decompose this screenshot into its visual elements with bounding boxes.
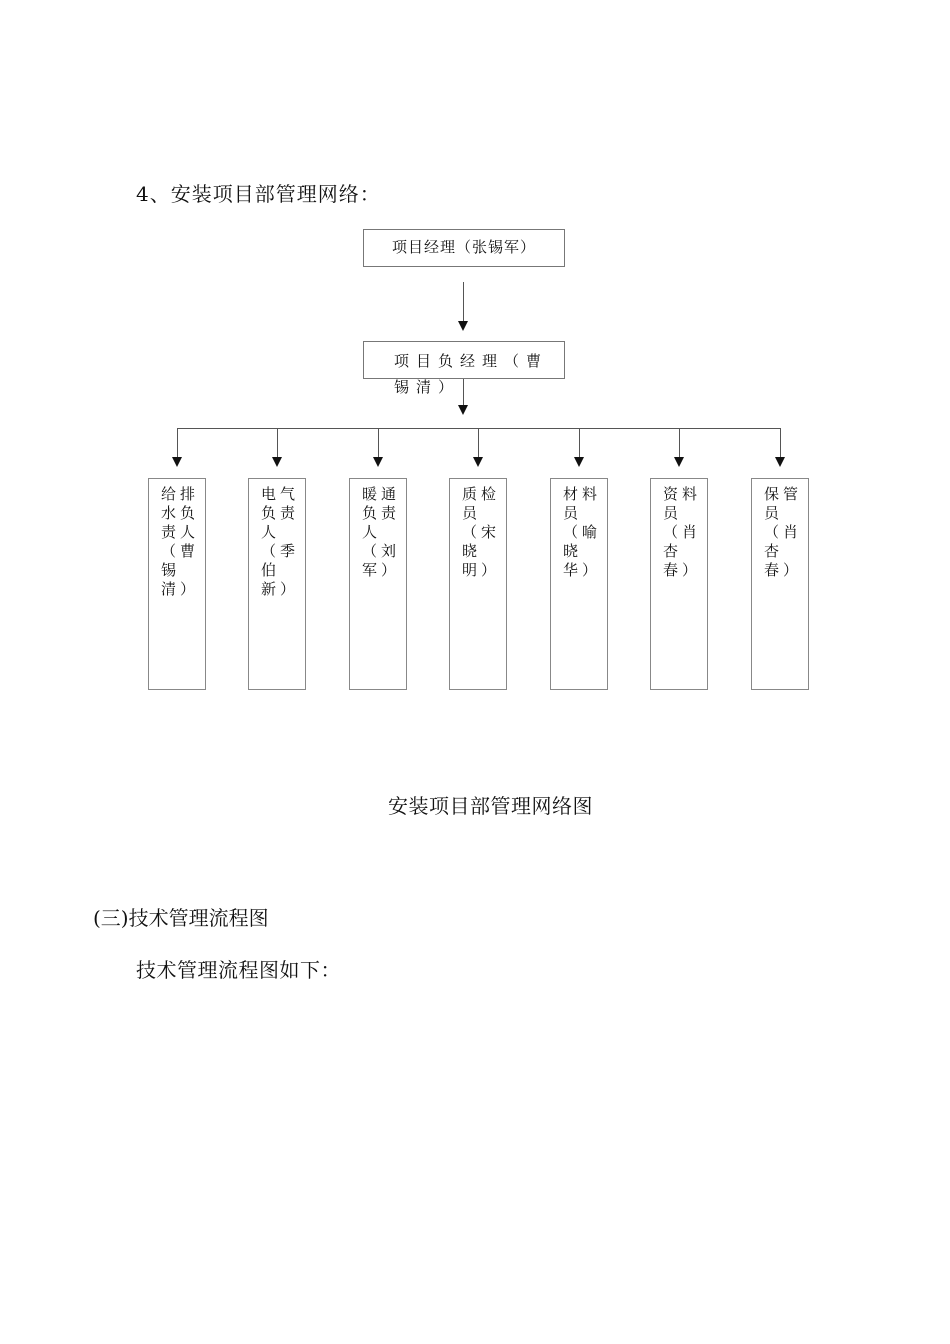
branch-drop-line: [780, 428, 781, 458]
section-heading: 4、安装项目部管理网络：: [136, 182, 381, 206]
arrow-down-icon: [473, 457, 483, 467]
org-node-role: 保管员（肖杏春）: [751, 478, 809, 690]
branch-drop-line: [177, 428, 178, 458]
org-node-role: 给排水负责人（曹锡清）: [148, 478, 206, 690]
arrow-down-icon: [458, 321, 468, 331]
branch-drop-line: [478, 428, 479, 458]
connector-line: [463, 379, 464, 406]
org-node-role: 资料员（肖杏春）: [650, 478, 708, 690]
arrow-down-icon: [172, 457, 182, 467]
org-node-role: 材料员（喻晓华）: [550, 478, 608, 690]
org-node-role: 暖通负责人（刘军）: [349, 478, 407, 690]
body-paragraph: 技术管理流程图如下：: [136, 958, 341, 982]
org-node-project-manager: 项目经理（张锡军）: [363, 229, 565, 267]
org-node-role: 电气负责人（季伯新）: [248, 478, 306, 690]
arrow-down-icon: [458, 405, 468, 415]
org-node-role: 质检员（宋晓明）: [449, 478, 507, 690]
arrow-down-icon: [272, 457, 282, 467]
branch-drop-line: [277, 428, 278, 458]
arrow-down-icon: [574, 457, 584, 467]
section-title: (三)技术管理流程图: [93, 906, 269, 930]
arrow-down-icon: [674, 457, 684, 467]
arrow-down-icon: [775, 457, 785, 467]
figure-caption: 安装项目部管理网络图: [388, 794, 593, 818]
branch-drop-line: [579, 428, 580, 458]
connector-line: [463, 282, 464, 322]
branch-drop-line: [679, 428, 680, 458]
org-node-deputy-manager: 项目负经理（曹锡清）: [363, 341, 565, 379]
branch-drop-line: [378, 428, 379, 458]
arrow-down-icon: [373, 457, 383, 467]
